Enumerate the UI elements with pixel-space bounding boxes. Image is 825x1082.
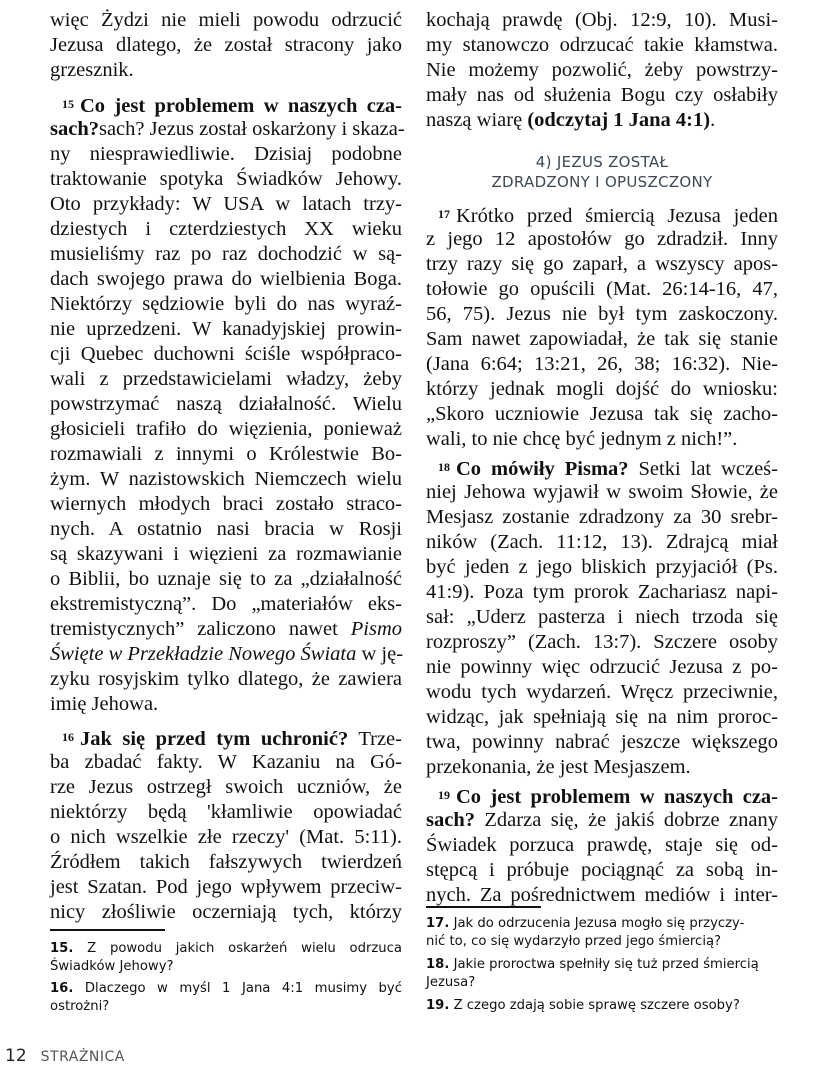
- footnote-divider: [50, 929, 165, 931]
- question-text: Jezusa?: [426, 975, 476, 990]
- text-line: ekstremistyczną”. Do „materiałów eks-: [50, 593, 402, 615]
- text-line: [426, 808, 778, 833]
- text-line: wodu tych wydarzeń. Wręcz przeciwnie,: [426, 681, 778, 703]
- text-line: stępcą i próbuje pociągnąć za sobą in-: [426, 859, 778, 881]
- text-line: tołowie go opuścili (Mat. 26:14-16, 47,: [426, 278, 778, 300]
- text-line: nych. Za pośrednictwem mediów i inter-: [426, 884, 778, 906]
- text-line: [50, 617, 402, 642]
- text-line: (Jana 6:64; 13:21, 26, 38; 16:32). Nie-: [426, 353, 778, 375]
- text-line: 56, 75). Jezus nie był tym zaskoczony.: [426, 303, 778, 325]
- question-number: 17.: [426, 916, 450, 931]
- paragraph-number: 15: [62, 97, 74, 111]
- question-text: Jak do odrzucenia Jezusa mogło się przyczy-: [449, 916, 745, 931]
- question-text: Dlaczego w myśl 1 Jana 4:1 musimy być: [73, 981, 402, 996]
- text-line: którzy jednak mogli dojść do wniosku:: [426, 378, 778, 400]
- question-16: [50, 980, 402, 1016]
- text-span: Krótko przed śmiercią Jezusa jeden: [456, 205, 778, 227]
- question-19: [426, 997, 778, 1015]
- paragraph-number: 18: [438, 460, 450, 474]
- page-number: 12: [5, 1046, 27, 1066]
- text-line: są skazywani i więzieni za rozmawianie: [50, 543, 402, 565]
- question-text: Świadków Jehowy?: [50, 959, 174, 974]
- text-line: dach swojego prawa do wielbienia Boga.: [50, 268, 402, 290]
- text-line: [426, 108, 778, 133]
- italic-title: Pismo: [350, 618, 402, 640]
- text-line: niektórzy będą 'kłamliwie opowiadać: [50, 801, 402, 823]
- subheading-bold: Co mówiły Pisma?: [456, 458, 629, 480]
- paragraph-18-lead: [426, 455, 778, 482]
- text-line: 41:9). Poza tym prorok Zachariasz napi-: [426, 581, 778, 603]
- text-line: musieliśmy raz po raz dochodzić w są-: [50, 243, 402, 265]
- magazine-title: STRAŻNICA: [40, 1049, 125, 1065]
- text-line: o nich wszelkie złe rzeczy' (Mat. 5:11).: [50, 826, 402, 848]
- text-line: o Biblii, bo uznaje się to za „działalność: [50, 568, 402, 590]
- text-line: cji Quebec duchowni ściśle współpraco-: [50, 343, 402, 365]
- question-number: 18.: [426, 957, 450, 972]
- paragraph-17-lead: [426, 202, 778, 229]
- paragraph-15-lead: [50, 92, 402, 119]
- text-line: nie uprzedzeni. W kanadyjskiej prowin-: [50, 318, 402, 340]
- text-line: jest Szatan. Pod jego wpływem przeciw-: [50, 876, 402, 898]
- text-span: Trze-: [348, 728, 402, 750]
- paragraph-number: 16: [62, 730, 74, 744]
- text-line: Jezusa dlatego, że został stracony jako: [50, 34, 402, 56]
- text-line: mały nas od służenia Bogu czy osłabiły: [426, 84, 778, 106]
- text-line: ników (Zach. 11:12, 13). Zdrajcą miał: [426, 531, 778, 553]
- text-line: powstrzymać naszą działalność. Wielu: [50, 393, 402, 415]
- text-line: wali, to nie chcę być jednym z nich!”.: [426, 428, 738, 450]
- text-span: Zdarza się, że jakiś dobrze znany: [474, 809, 778, 831]
- text-line: ny niesprawiedliwie. Dzisiaj podobne: [50, 143, 402, 165]
- text-line: nicy złośliwie oczerniają tych, którzy: [50, 901, 402, 923]
- text-line: nych. A ostatnio nasi bracia w Rosji: [50, 518, 402, 540]
- paragraph-number: 17: [438, 207, 450, 221]
- text-line: sał: „Uderz pasterza i niech trzoda się: [426, 606, 778, 628]
- question-text: Z powodu jakich oskarżeń wielu odrzuca: [73, 941, 402, 956]
- text-line: ba zbadać fakty. W Kazaniu na Gó-: [50, 751, 402, 773]
- text-span: naszą wiarę: [426, 109, 528, 131]
- question-15: [50, 940, 402, 976]
- text-line: wiernych młodych braci zostało straco-: [50, 493, 402, 515]
- text-line: nie powinny więc odrzucić Jezusa z po-: [426, 656, 778, 678]
- subheading-bold: sach?: [426, 809, 475, 831]
- question-17: [426, 915, 778, 951]
- text-line: wali z przedstawicielami władzy, żeby: [50, 368, 402, 390]
- text-line: przekonania, że jest Mesjaszem.: [426, 756, 691, 778]
- text-line: [50, 117, 405, 142]
- text-line: twa, powinny nabrać jeszcze większego: [426, 731, 778, 753]
- subheading-bold: Co jest problemem w naszych cza-: [456, 786, 778, 808]
- text-line: rozproszy” (Zach. 13:7). Szczere osoby: [426, 631, 778, 653]
- section-heading-line: 4) JEZUS ZOSTAŁ: [535, 153, 669, 171]
- paragraph-number: 19: [438, 788, 450, 802]
- text-line: kochają prawdę (Obj. 12:9, 10). Musi-: [426, 9, 778, 31]
- text-line: dziestych i czterdziestych XX wieku: [50, 218, 402, 240]
- text-line: Świadek porzuca prawdę, staje się od-: [426, 834, 778, 856]
- text-line: być jeden z jego bliskich przyjaciół (Ps.: [426, 556, 778, 578]
- text-line: głosicieli trafiło do więzienia, ponieważ: [50, 418, 402, 440]
- section-heading: [426, 152, 778, 192]
- text-line: trzy razy się go zaparł, a wszyscy apos-: [426, 253, 778, 275]
- text-line: z jego 12 apostołów go zdradził. Inny: [426, 228, 778, 250]
- question-number: 16.: [50, 981, 74, 996]
- text-span: tremistycznych” zaliczono nawet: [50, 618, 351, 640]
- subheading-bold: Co jest problemem w naszych cza-: [80, 95, 402, 117]
- text-span: w ję-: [356, 643, 404, 665]
- text-line: traktowanie spotyka Świadków Jehowy.: [50, 168, 402, 190]
- text-line: Sam nawet zapowiadał, że tak się stanie: [426, 328, 778, 350]
- text-line: „Skoro uczniowie Jezusa tak się zacho-: [426, 403, 778, 425]
- text-line: Źródłem takich fałszywych twierdzeń: [50, 851, 402, 873]
- text-line: Mesjasz zostanie zdradzony za 30 srebr-: [426, 506, 778, 528]
- text-line: [50, 642, 402, 667]
- question-number: 19.: [426, 998, 450, 1013]
- paragraph-19-lead: [426, 783, 778, 810]
- text-line: grzesznik.: [50, 59, 134, 81]
- text-line: rze Jezus ostrzegł swoich uczniów, że: [50, 776, 402, 798]
- question-text: Z czego zdają sobie sprawę szczere osoby?: [449, 998, 740, 1013]
- text-line: Nie możemy pozwolić, żeby powstrzy-: [426, 59, 778, 81]
- text-line: Niektórzy sędziowie byli do nas wyraź-: [50, 293, 402, 315]
- text-line: rozmawiali z innymi o Królestwie Bo-: [50, 443, 402, 465]
- footnote-divider: [426, 906, 541, 908]
- text-line: my stanowczo odrzucać takie kłamstwa.: [426, 34, 778, 56]
- section-heading-line: ZDRADZONY I OPUSZCZONY: [491, 173, 713, 191]
- question-text: ostrożni?: [50, 999, 110, 1014]
- text-span: Setki lat wcześ-: [628, 458, 778, 480]
- text-line: więc Żydzi nie mieli powodu odrzucić: [50, 9, 402, 31]
- page-footer: [5, 1046, 125, 1066]
- text-line: Oto przykłady: W USA w latach trzy-: [50, 193, 402, 215]
- question-18: [426, 956, 778, 992]
- text-line: widząc, jak spełniają się na nim proroc-: [426, 706, 778, 728]
- subheading-bold: Jak się przed tym uchronić?: [80, 728, 349, 750]
- scripture-reference-bold: (odczytaj 1 Jana 4:1): [527, 109, 711, 131]
- question-number: 15.: [50, 941, 74, 956]
- text-line: zyku rosyjskim tylko dlatego, że zawiera: [50, 668, 402, 690]
- text-line: żym. W nazistowskich Niemczech wielu: [50, 468, 402, 490]
- italic-title: Święte w Przekładzie Nowego Świata: [50, 643, 357, 665]
- paragraph-16-lead: [50, 725, 402, 752]
- text-span: sach? Jezus został oskarżony i skaza-: [98, 118, 405, 140]
- question-text: Jakie proroctwa spełniły się tuż przed śmiercią: [449, 957, 759, 972]
- question-text: nić to, co się wydarzyło przed jego śmiercią?: [426, 934, 722, 949]
- text-line: imię Jehowa.: [50, 693, 159, 715]
- text-span: .: [710, 109, 716, 131]
- text-line: niej Jehowa wyjawił w swoim Słowie, że: [426, 481, 778, 503]
- subheading-bold: sach?: [50, 118, 99, 140]
